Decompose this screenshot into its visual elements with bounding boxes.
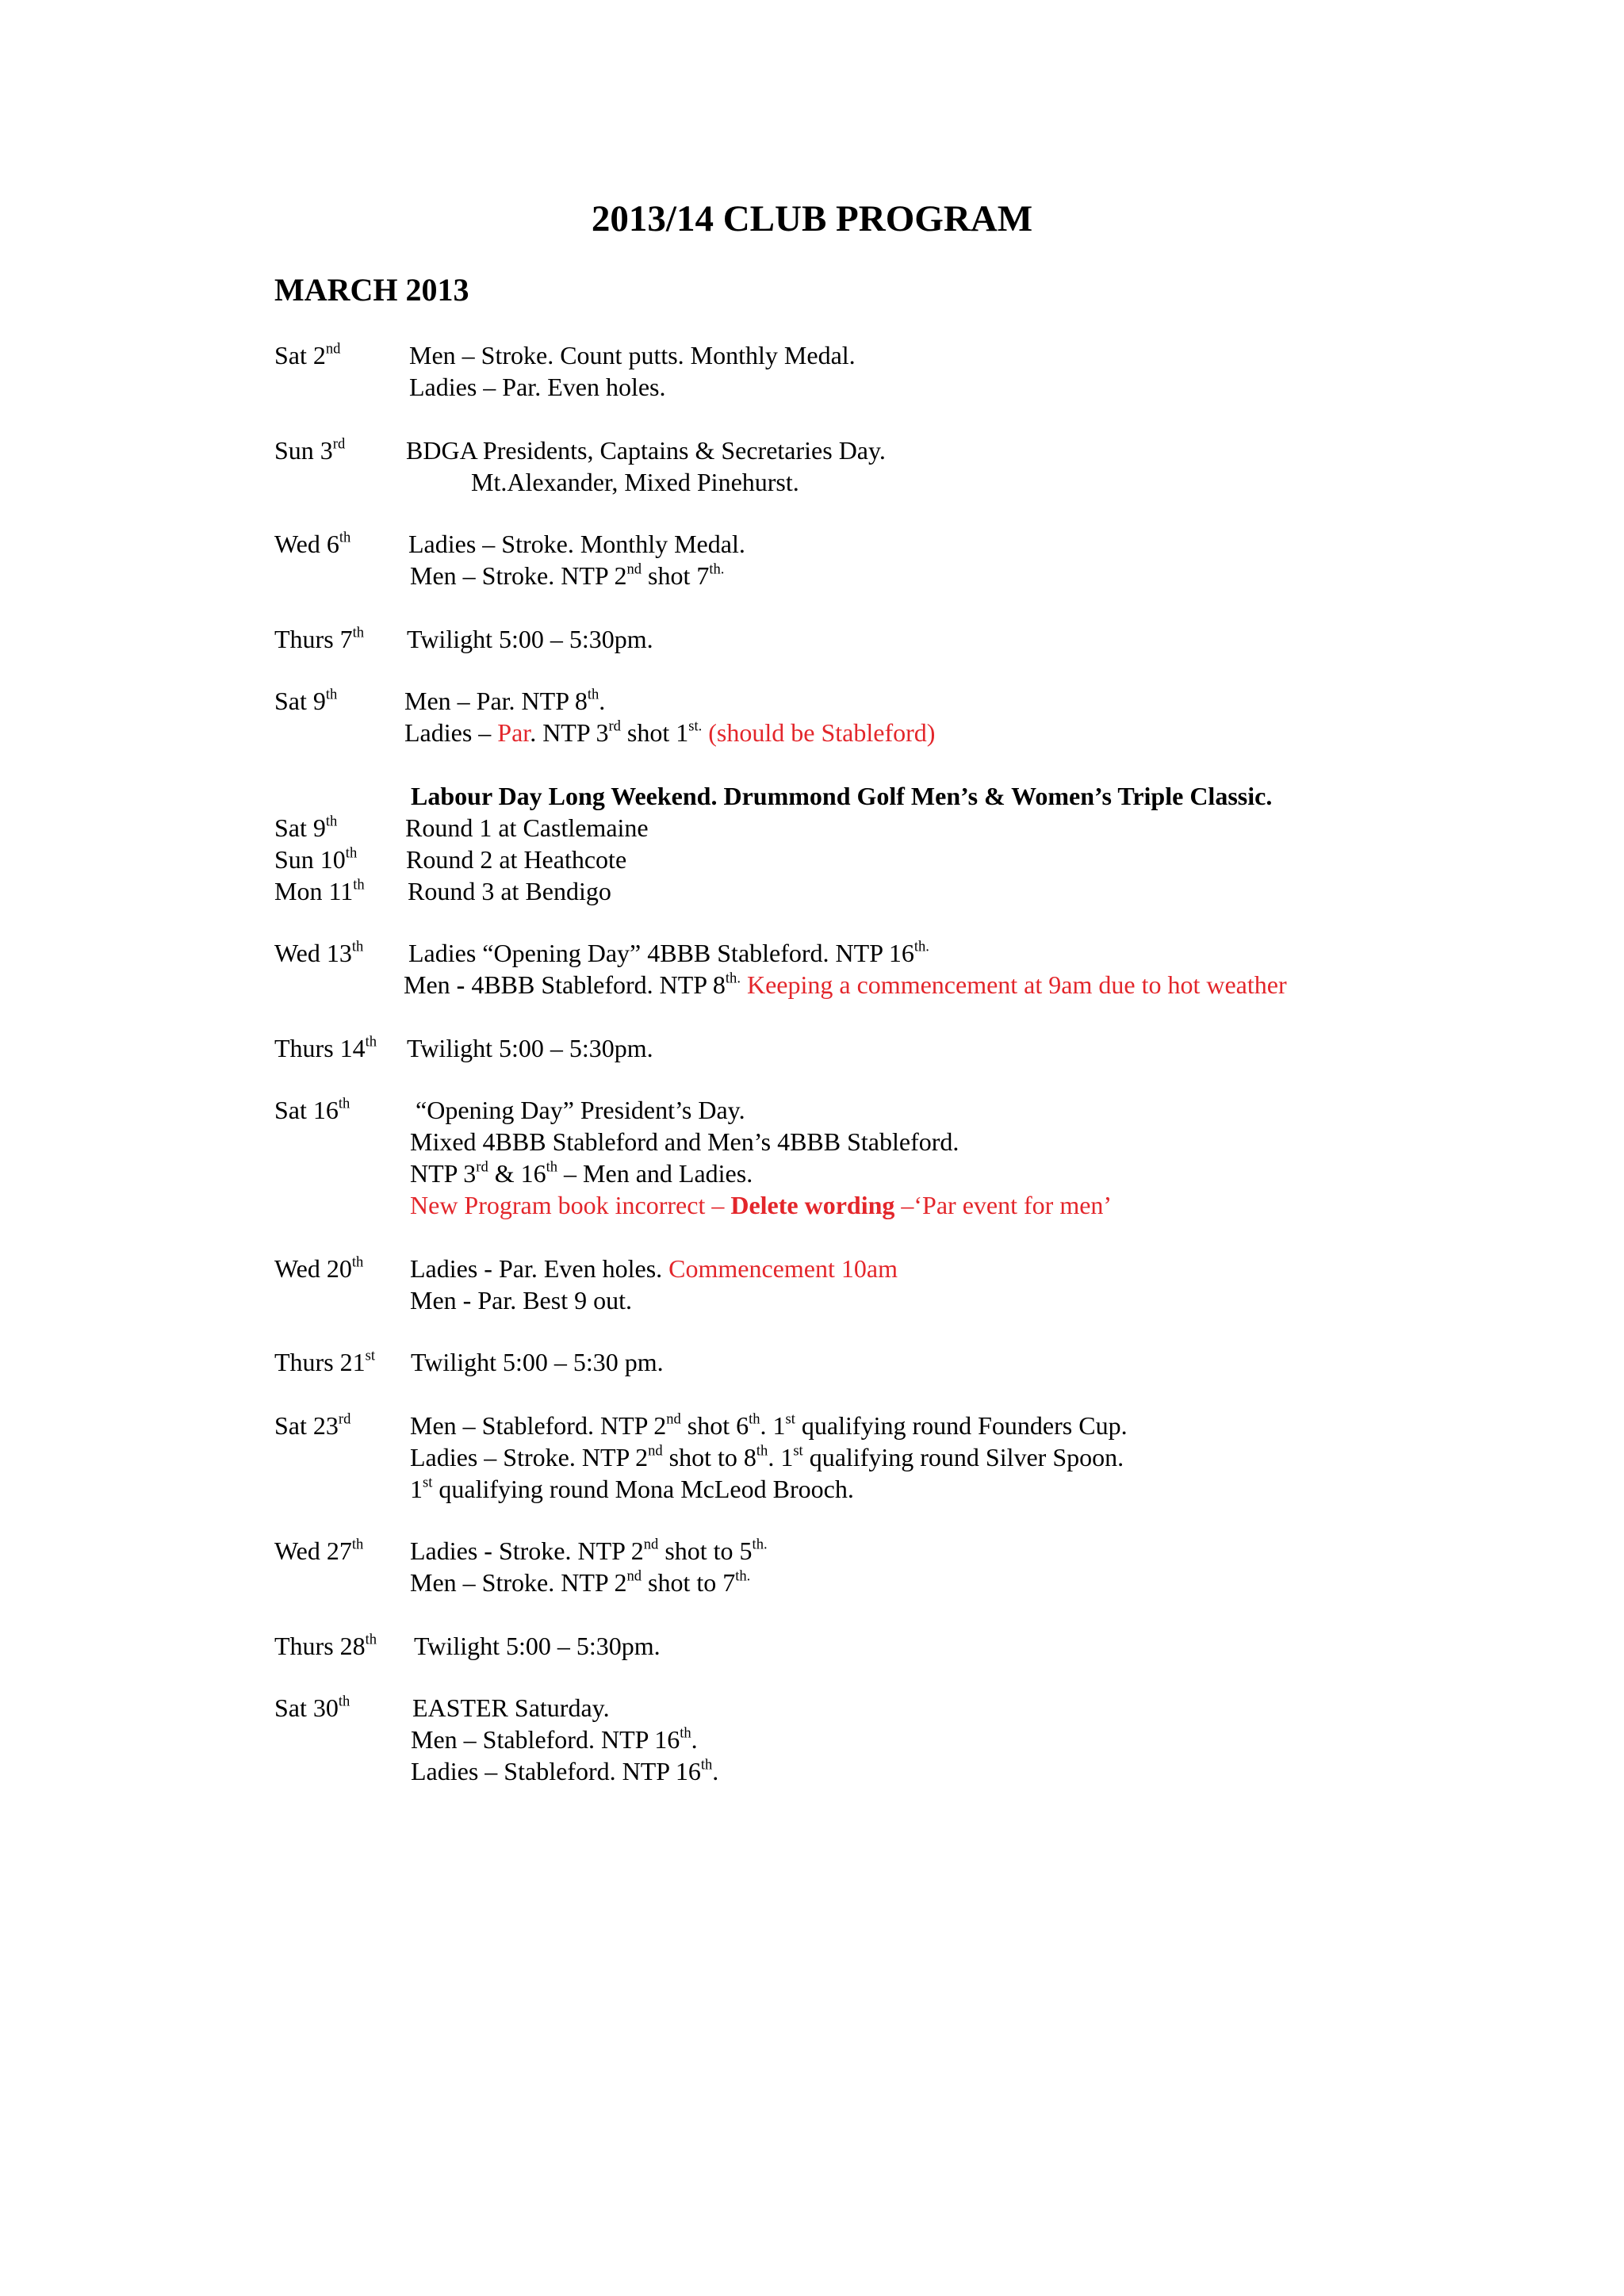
event-line: Men – Stroke. NTP 2nd shot to $7^{th.}$ xyxy=(410,1567,751,1597)
correction-note: Par xyxy=(497,718,530,747)
event-line: Ladies – Stroke. Monthly Medal. xyxy=(408,530,745,558)
event-line: 1st qualifying round Mona McLeod Brooch. xyxy=(410,1474,854,1503)
event-line: Men – Stroke. NTP 2nd shot $7^{th.}$ xyxy=(410,561,725,590)
event-date: Wed 20th xyxy=(274,1253,364,1283)
event-line: EASTER Saturday. xyxy=(412,1693,610,1722)
event-line: Men - Par. Best 9 out. xyxy=(410,1286,632,1314)
event-line: Men – Stableford. NTP 16th. xyxy=(411,1724,698,1754)
event-date: Thurs 7th xyxy=(274,624,365,653)
event-line: Ladies “Opening Day” 4BBB Stableford. NTP $16^{th.}$ xyxy=(408,938,929,967)
event-date: Sun 10th xyxy=(274,844,358,874)
event-date: Sat 9th xyxy=(274,813,338,842)
event-line: Round 2 at Heathcote xyxy=(406,845,627,874)
section-heading: Labour Day Long Weekend. Drummond Golf Men’s & Women’s Triple Classic. xyxy=(411,782,1273,810)
event-line: Ladies - Stroke. NTP 2nd shot to $5^{th.}$ xyxy=(410,1536,768,1565)
event-date: Thurs 21st xyxy=(274,1347,376,1376)
correction-note: New Program book incorrect – Delete wording –‘Par event for men’ xyxy=(410,1191,1113,1219)
page-title: 2013/14 CLUB PROGRAM xyxy=(591,198,1033,239)
event-line: Mixed 4BBB Stableford and Men’s 4BBB Stableford. xyxy=(410,1127,959,1156)
event-line: Men – Par. NTP 8th. xyxy=(404,686,606,715)
event-line: BDGA Presidents, Captains & Secretaries Day. xyxy=(406,436,886,465)
event-date: Wed 13th xyxy=(274,938,364,967)
correction-note: (should be Stableford) xyxy=(702,718,936,747)
event-line: Round 1 at Castlemaine xyxy=(405,813,649,842)
event-date: Sat 30th xyxy=(274,1693,350,1722)
event-line: Twilight 5:00 – 5:30pm. xyxy=(407,1034,653,1062)
event-line: NTP 3rd & 16th – Men and Ladies. xyxy=(410,1158,753,1188)
event-line: “Opening Day” President’s Day. xyxy=(416,1096,745,1124)
event-line: Ladies – Stableford. NTP 16th. xyxy=(411,1756,719,1785)
event-date: Sat 2nd xyxy=(274,340,341,369)
event-date: Sat 16th xyxy=(274,1095,350,1124)
event-line: Ladies – Stroke. NTP 2nd shot to 8th. 1st qualifying round Silver Spoon. xyxy=(410,1442,1124,1471)
event-line: Twilight 5:00 – 5:30pm. xyxy=(414,1632,661,1660)
correction-note: Commencement 10am xyxy=(662,1254,898,1283)
event-date: Wed 27th xyxy=(274,1536,364,1565)
month-heading: MARCH 2013 xyxy=(274,272,469,308)
event-line: Twilight 5:00 – 5:30pm. xyxy=(407,625,653,653)
event-line: Ladies - Par. Even holes. Commencement 10am xyxy=(410,1254,898,1283)
event-date: Sat 9th xyxy=(274,686,338,715)
event-line: Mt.Alexander, Mixed Pinehurst. xyxy=(471,468,799,496)
event-date: Thurs 14th xyxy=(274,1033,377,1062)
event-line: Men – Stroke. Count putts. Monthly Medal. xyxy=(409,341,856,369)
event-date: Sun 3rd xyxy=(274,435,346,465)
event-line: Round 3 at Bendigo xyxy=(408,877,611,905)
event-line: Twilight 5:00 – 5:30 pm. xyxy=(411,1348,664,1376)
correction-note: Keeping a commencement at 9am due to hot weather xyxy=(740,970,1287,999)
event-line: Ladies – Par. NTP 3rd shot $1^{st.}$ (should be Stableford) xyxy=(404,718,936,747)
event-line: Men - 4BBB Stableford. NTP $8^{th.}$ Keeping a commencement at 9am due to hot weather xyxy=(404,970,1287,999)
event-line: Men – Stableford. NTP 2nd shot 6th. 1st qualifying round Founders Cup. xyxy=(410,1410,1128,1440)
event-date: Wed 6th xyxy=(274,529,351,558)
event-date: Mon 11th xyxy=(274,876,365,905)
event-date: Sat 23rd xyxy=(274,1410,351,1440)
event-line: Ladies – Par. Even holes. xyxy=(409,373,666,401)
event-date: Thurs 28th xyxy=(274,1631,377,1660)
